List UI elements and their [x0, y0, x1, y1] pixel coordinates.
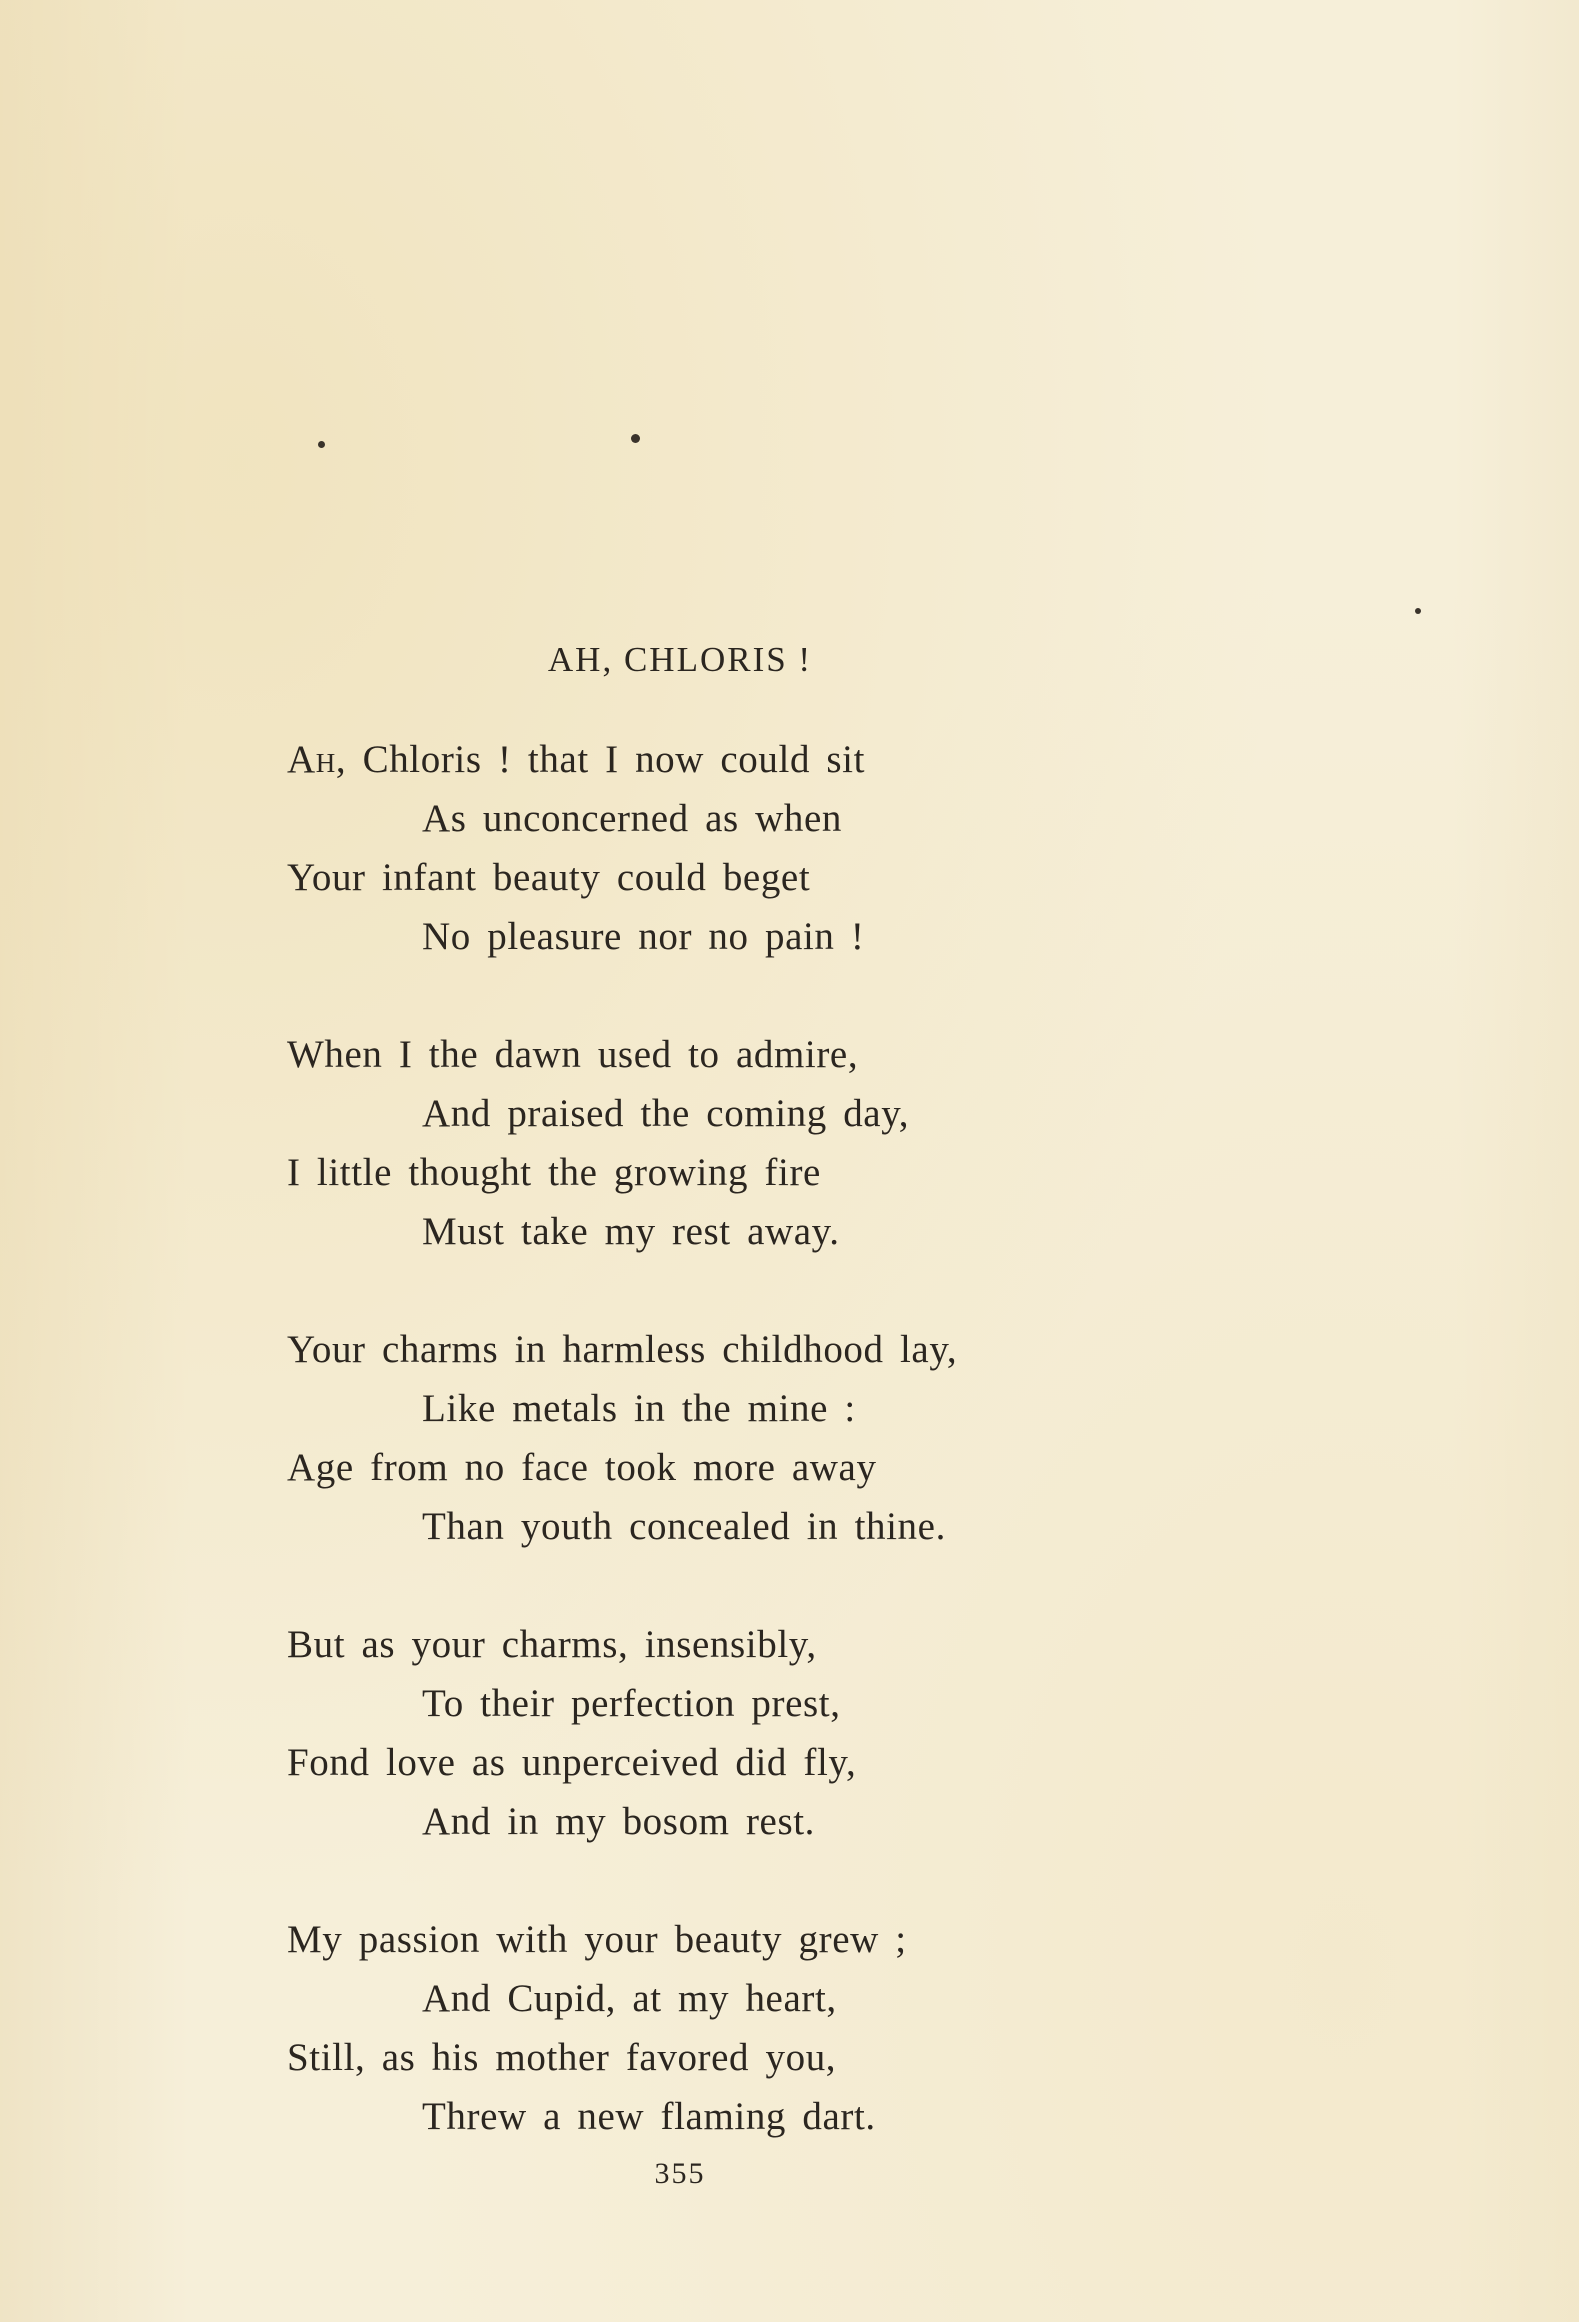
poem-line: No pleasure nor no pain ! [422, 915, 865, 958]
poem-line: Fond love as unperceived did fly, [287, 1741, 857, 1784]
poem-line: Your infant beauty could beget [287, 856, 811, 899]
poem-body [287, 730, 1287, 2205]
poem-line: My passion with your beauty grew ; [287, 1918, 907, 1961]
poem-line: Than youth concealed in thine. [422, 1505, 946, 1548]
poem-line: Like metals in the mine : [422, 1387, 856, 1430]
poem-line: Still, as his mother favored you, [287, 2036, 837, 2079]
opening-line-rest: , Chloris ! that I now could sit [335, 738, 866, 781]
poem-line [287, 730, 1287, 789]
poem-line: To their perfection prest, [422, 1682, 841, 1725]
stanza-3 [287, 1320, 1287, 1556]
poem-line: Threw a new flaming dart. [422, 2095, 876, 2138]
poem-line: Age from no face took more away [287, 1446, 877, 1489]
stanza-5 [287, 1910, 1287, 2146]
ink-speck [631, 434, 640, 443]
stanza-2 [287, 1025, 1287, 1261]
poem-line: But as your charms, insensibly, [287, 1623, 817, 1666]
page-number: 355 [654, 2157, 706, 2190]
poem-line: And in my bosom rest. [422, 1800, 816, 1843]
poem-line: I little thought the growing fire [287, 1151, 821, 1194]
poem-line: And praised the coming day, [422, 1092, 910, 1135]
ink-speck [318, 441, 325, 448]
poem-title: AH, CHLORIS ! [547, 640, 813, 679]
stanza-1 [287, 730, 1287, 966]
stanza-4 [287, 1615, 1287, 1851]
opening-word: Ah [287, 738, 336, 781]
ink-speck [1415, 608, 1421, 614]
poem-line: As unconcerned as when [422, 797, 842, 840]
poem-line: When I the dawn used to admire, [287, 1033, 859, 1076]
poem-line: Your charms in harmless childhood lay, [287, 1328, 958, 1371]
poem-line: Must take my rest away. [422, 1210, 840, 1253]
poem-line: And Cupid, at my heart, [422, 1977, 837, 2020]
